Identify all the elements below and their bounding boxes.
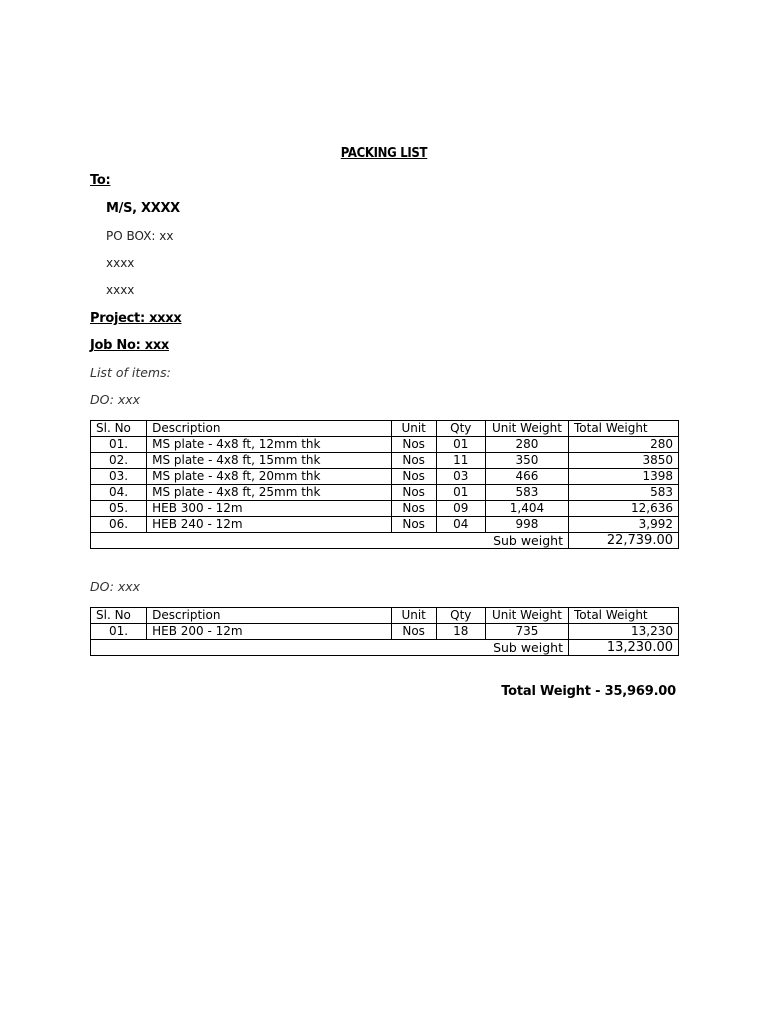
cell-qty: 01 (436, 485, 485, 501)
cell-total-weight: 3,992 (568, 517, 678, 533)
subtotal-row (91, 640, 679, 656)
table-row (91, 437, 679, 453)
cell-unit-weight: 583 (485, 485, 568, 501)
cell-unit: Nos (391, 469, 436, 485)
cell-total-weight: 13,230 (568, 624, 678, 640)
cell-unit-weight: 1,404 (485, 501, 568, 517)
table-row (91, 485, 679, 501)
header-qty: Qty (436, 421, 485, 437)
cell-sl-no: 03. (91, 469, 147, 485)
header-unit-weight: Unit Weight (485, 608, 568, 624)
cell-total-weight: 280 (568, 437, 678, 453)
subtotal-row (91, 533, 679, 549)
table-row (91, 624, 679, 640)
cell-unit: Nos (391, 485, 436, 501)
header-total-weight: Total Weight (568, 421, 678, 437)
subtotal-value: 22,739.00 (568, 533, 678, 549)
table-header-row (91, 421, 679, 437)
cell-unit: Nos (391, 517, 436, 533)
header-total-weight: Total Weight (568, 608, 678, 624)
cell-sl-no: 06. (91, 517, 147, 533)
cell-total-weight: 3850 (568, 453, 678, 469)
subtotal-label: Sub weight (91, 640, 569, 656)
cell-unit: Nos (391, 453, 436, 469)
items-table (90, 607, 679, 656)
cell-sl-no: 04. (91, 485, 147, 501)
header-sl-no: Sl. No (91, 608, 147, 624)
recipient-address-line-1: xxxx (106, 256, 135, 270)
project-label: Project: xxxx (90, 311, 182, 326)
subtotal-label: Sub weight (91, 533, 569, 549)
header-unit: Unit (391, 608, 436, 624)
cell-total-weight: 1398 (568, 469, 678, 485)
grand-total-weight: Total Weight - 35,969.00 (501, 684, 676, 699)
table-row (91, 453, 679, 469)
header-unit-weight: Unit Weight (485, 421, 568, 437)
cell-unit: Nos (391, 437, 436, 453)
cell-total-weight: 12,636 (568, 501, 678, 517)
cell-description: MS plate - 4x8 ft, 20mm thk (147, 469, 392, 485)
cell-total-weight: 583 (568, 485, 678, 501)
cell-unit-weight: 998 (485, 517, 568, 533)
subtotal-value: 13,230.00 (568, 640, 678, 656)
job-number-label: Job No: xxx (90, 338, 169, 353)
recipient-po-box: PO BOX: xx (106, 229, 174, 243)
page-title: PACKING LIST (340, 146, 428, 161)
cell-unit-weight: 280 (485, 437, 568, 453)
cell-sl-no: 01. (91, 624, 147, 640)
cell-description: MS plate - 4x8 ft, 12mm thk (147, 437, 392, 453)
do-label: DO: xxx (90, 392, 141, 407)
cell-description: MS plate - 4x8 ft, 25mm thk (147, 485, 392, 501)
header-qty: Qty (436, 608, 485, 624)
header-description: Description (147, 421, 392, 437)
cell-description: HEB 240 - 12m (147, 517, 392, 533)
cell-qty: 11 (436, 453, 485, 469)
cell-unit: Nos (391, 501, 436, 517)
cell-qty: 03 (436, 469, 485, 485)
cell-description: MS plate - 4x8 ft, 15mm thk (147, 453, 392, 469)
cell-unit: Nos (391, 624, 436, 640)
do-label: DO: xxx (90, 579, 141, 594)
cell-unit-weight: 466 (485, 469, 568, 485)
list-of-items-label: List of items: (90, 365, 171, 380)
recipient-name: M/S, XXXX (106, 201, 180, 216)
cell-sl-no: 01. (91, 437, 147, 453)
header-sl-no: Sl. No (91, 421, 147, 437)
header-unit: Unit (391, 421, 436, 437)
items-table (90, 420, 679, 549)
cell-unit-weight: 350 (485, 453, 568, 469)
recipient-address-line-2: xxxx (106, 283, 135, 297)
cell-unit-weight: 735 (485, 624, 568, 640)
cell-sl-no: 05. (91, 501, 147, 517)
cell-description: HEB 200 - 12m (147, 624, 392, 640)
cell-qty: 01 (436, 437, 485, 453)
cell-qty: 04 (436, 517, 485, 533)
table-header-row (91, 608, 679, 624)
cell-sl-no: 02. (91, 453, 147, 469)
cell-qty: 09 (436, 501, 485, 517)
header-description: Description (147, 608, 392, 624)
cell-qty: 18 (436, 624, 485, 640)
to-label: To: (90, 173, 111, 188)
table-row (91, 517, 679, 533)
table-row (91, 469, 679, 485)
table-row (91, 501, 679, 517)
cell-description: HEB 300 - 12m (147, 501, 392, 517)
